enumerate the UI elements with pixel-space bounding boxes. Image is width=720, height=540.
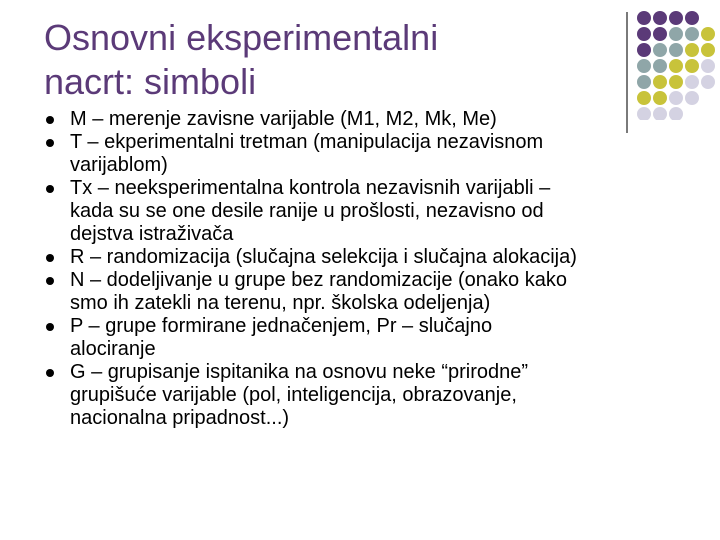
bullet-icon: [46, 254, 54, 262]
decorative-dot: [637, 59, 651, 73]
decorative-dot: [685, 27, 699, 41]
decorative-dot-grid: [636, 10, 720, 120]
decorative-dot: [669, 43, 683, 57]
bullet-item: [46, 269, 696, 315]
decorative-dot: [653, 43, 667, 57]
decorative-dot: [653, 27, 667, 41]
decorative-dot: [669, 27, 683, 41]
bullet-icon: [46, 277, 54, 285]
decorative-dot: [669, 91, 683, 105]
decorative-dot: [669, 75, 683, 89]
bullet-item: [46, 177, 696, 246]
bullet-icon: [46, 139, 54, 147]
bullet-item: [46, 361, 696, 430]
bullet-text-line: kada su se one desile ranije u prošlosti, nezavisno od: [70, 200, 544, 222]
decorative-dot: [685, 91, 699, 105]
decorative-dot: [637, 43, 651, 57]
decorative-dot: [637, 91, 651, 105]
bullet-icon: [46, 116, 54, 124]
decorative-dot: [637, 27, 651, 41]
bullet-text-line: N – dodeljivanje u grupe bez randomizacije (onako kako: [70, 269, 567, 291]
bullet-text-line: nacionalna pripadnost...): [70, 407, 290, 429]
decorative-dot: [701, 75, 715, 89]
bullet-text-line: Tx – neeksperimentalna kontrola nezavisnih varijabli –: [70, 177, 551, 199]
decorative-dot: [701, 43, 715, 57]
bullet-item: [46, 131, 696, 177]
bullet-list: [46, 108, 696, 430]
bullet-icon: [46, 369, 54, 377]
decorative-dot: [653, 11, 667, 25]
slide-title-line: Osnovni eksperimentalni: [44, 17, 439, 58]
decorative-dot: [637, 75, 651, 89]
bullet-text-line: R – randomizacija (slučajna selekcija i slučajna alokacija): [70, 246, 577, 268]
bullet-item: [46, 108, 696, 131]
decorative-dot: [653, 91, 667, 105]
bullet-text-line: alociranje: [70, 338, 156, 360]
bullet-icon: [46, 323, 54, 331]
decorative-dot: [669, 59, 683, 73]
decorative-dot: [701, 59, 715, 73]
bullet-text-line: dejstva istraživača: [70, 223, 234, 245]
decorative-dot: [653, 59, 667, 73]
bullet-text-line: P – grupe formirane jednačenjem, Pr – slučajno: [70, 315, 493, 337]
bullet-text-line: T – ekperimentalni tretman (manipulacija nezavisnom: [70, 131, 544, 153]
decorative-dot: [669, 11, 683, 25]
slide-title-line: nacrt: simboli: [44, 61, 257, 102]
decorative-dot: [685, 43, 699, 57]
slide-title: [44, 16, 604, 104]
bullet-text-line: varijablom): [70, 154, 168, 176]
decorative-dot: [685, 75, 699, 89]
decorative-dot: [685, 11, 699, 25]
decorative-dot: [653, 75, 667, 89]
bullet-text-line: G – grupisanje ispitanika na osnovu neke “prirodne”: [70, 361, 529, 383]
decorative-dot: [701, 27, 715, 41]
bullet-item: [46, 246, 696, 269]
decorative-dot: [685, 59, 699, 73]
bullet-item: [46, 315, 696, 361]
bullet-icon: [46, 185, 54, 193]
bullet-text-line: smo ih zatekli na terenu, npr. školska odeljenja): [70, 292, 491, 314]
bullet-text-line: M – merenje zavisne varijable (M1, M2, Mk, Me): [70, 108, 497, 130]
bullet-text-line: grupišuće varijable (pol, inteligencija, obrazovanje,: [70, 384, 517, 406]
decorative-dot: [637, 11, 651, 25]
